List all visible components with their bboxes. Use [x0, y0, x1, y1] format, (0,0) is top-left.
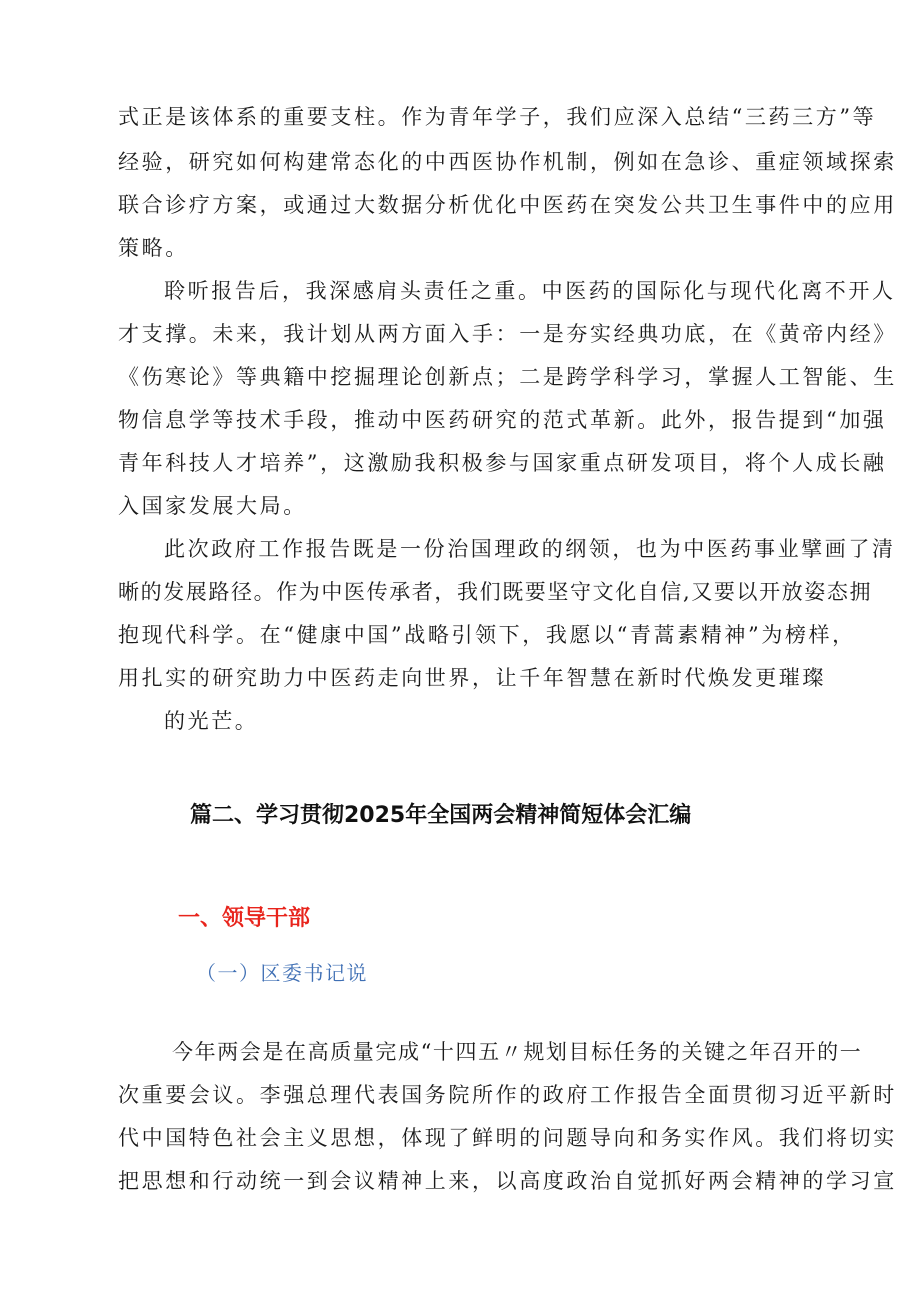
paragraph-line: 《伤寒论》等典籍中挖掘理论创新点；二是跨学科学习，掌握人工智能、生 [118, 365, 897, 389]
paragraph-line: 晰的发展路径。作为中医传承者，我们既要坚守文化自信,又要以开放姿态拥 [118, 580, 873, 604]
paragraph-line: 青年科技人才培养”，这激励我积极参与国家重点研发项目，将个人成长融 [118, 451, 887, 475]
paragraph-line: 次重要会议。李强总理代表国务院所作的政府工作报告全面贯彻习近平新时 [118, 1083, 897, 1107]
paragraph-line: 的光芒。 [164, 709, 259, 733]
paragraph-line: 此次政府工作报告既是一份治国理政的纲领，也为中医药事业擘画了清 [164, 537, 896, 561]
paragraph-line: 今年两会是在高质量完成“十四五〃规划目标任务的关键之年召开的一 [172, 1040, 863, 1064]
subsection-heading: （一）区委书记说 [196, 961, 368, 985]
paragraph-line: 代中国特色社会主义思想，体现了鲜明的问题导向和务实作风。我们将切实 [118, 1126, 897, 1150]
paragraph-line: 式正是该体系的重要支柱。作为青年学子，我们应深入总结“三药三方”等 [118, 105, 877, 129]
paragraph-line: 策略。 [118, 236, 189, 260]
section-heading: 一、领导干部 [178, 906, 311, 931]
paragraph-line: 物信息学等技术手段，推动中医药研究的范式革新。此外，报告提到“加强 [118, 408, 887, 432]
paragraph-line: 入国家发展大局。 [118, 494, 307, 518]
paragraph-line: 用扎实的研究助力中医药走向世界，让千年智慧在新时代焕发更璀璨 [118, 666, 826, 690]
section-title: 篇二、学习贯彻2025年全国两会精神简短体会汇编 [190, 803, 692, 828]
paragraph-line: 把思想和行动统一到会议精神上来，以高度政治自觉抓好两会精神的学习宣 [118, 1169, 897, 1193]
paragraph-line: 联合诊疗方案，或通过大数据分析优化中医药在突发公共卫生事件中的应用 [118, 193, 897, 217]
paragraph-line: 经验，研究如何构建常态化的中西医协作机制，例如在急诊、重症领域探索 [118, 150, 897, 174]
paragraph-line: 才支撑。未来，我计划从两方面入手：一是夯实经典功底，在《黄帝内经》 [118, 322, 897, 346]
paragraph-line: 聆听报告后，我深感肩头责任之重。中医药的国际化与现代化离不开人 [164, 279, 896, 303]
paragraph-line: 抱现代科学。在“健康中国”战略引领下，我愿以“青蒿素精神”为榜样， [118, 623, 856, 647]
